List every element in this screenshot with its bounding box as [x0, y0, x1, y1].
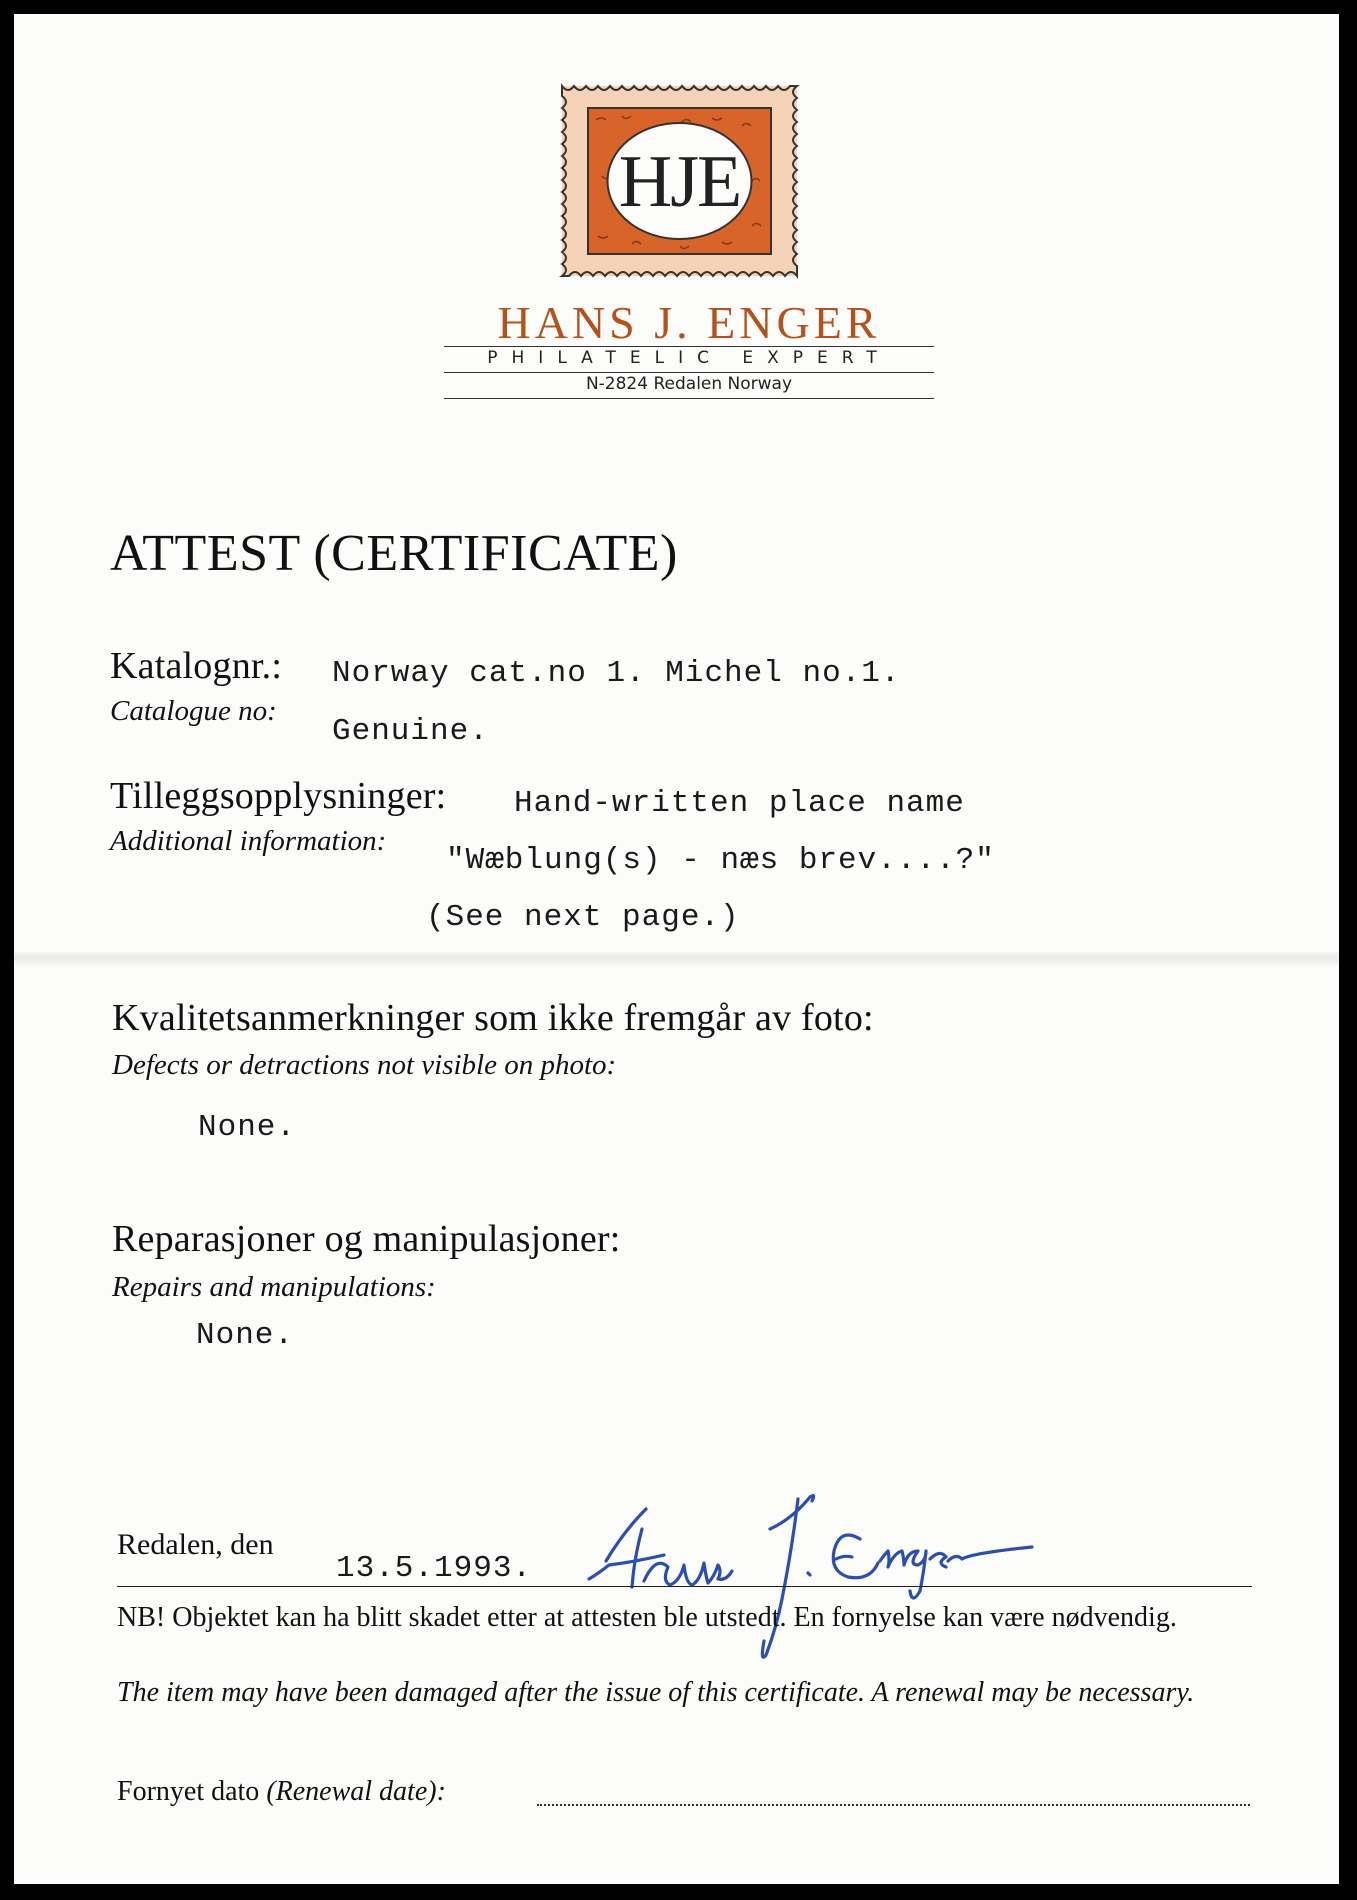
catalogue-value: Norway cat.no 1. Michel no.1.	[332, 656, 901, 691]
stamp-logo-icon	[444, 76, 934, 291]
signature-line	[117, 1586, 1252, 1587]
issue-date: 13.5.1993.	[336, 1551, 533, 1586]
repairs-label-en: Repairs and manipulations:	[112, 1271, 436, 1303]
signature-icon	[584, 1469, 1044, 1669]
repairs-label: Reparasjoner og manipulasjoner:	[112, 1218, 621, 1260]
logo-divider	[444, 372, 934, 373]
additional-value-line3: (See next page.)	[426, 900, 740, 935]
additional-value-line1: Hand-written place name	[514, 786, 965, 821]
expert-logo	[444, 76, 934, 406]
catalogue-label: Katalognr.:	[110, 645, 283, 687]
renewal-date-field	[537, 1804, 1250, 1806]
expert-address: N-2824 Redalen Norway	[585, 374, 793, 394]
paper-fold	[14, 952, 1339, 966]
expert-name: HANS J. ENGER	[497, 297, 881, 348]
repairs-value: None.	[196, 1318, 295, 1353]
logo-monogram: HJE	[618, 141, 741, 223]
logo-divider	[444, 398, 934, 399]
place-date-label: Redalen, den	[117, 1528, 274, 1561]
quality-label: Kvalitetsanmerkninger som ikke fremgår av foto:	[112, 997, 874, 1039]
notice-english: The item may have been damaged after the issue of this certificate. A renewal may be necessary.	[117, 1677, 1195, 1708]
additional-label: Tilleggsopplysninger:	[110, 775, 447, 817]
quality-label-en: Defects or detractions not visible on photo:	[112, 1049, 617, 1081]
certificate-title: ATTEST (CERTIFICATE)	[110, 525, 678, 582]
additional-value-line2: "Wæblung(s) - næs brev....?"	[446, 843, 995, 878]
renewal-label	[117, 1776, 446, 1808]
notice-norwegian: NB! Objektet kan ha blitt skadet etter at attesten ble utstedt. En fornyelse kan være nødvendig.	[117, 1602, 1177, 1633]
renewal-label-en: (Renewal date):	[266, 1776, 446, 1807]
additional-label-en: Additional information:	[110, 825, 387, 857]
expert-subtitle: PHILATELIC EXPERT	[487, 348, 891, 368]
quality-value: None.	[198, 1110, 297, 1145]
catalogue-label-en: Catalogue no:	[110, 695, 277, 727]
certificate-page	[14, 14, 1339, 1884]
renewal-label-no: Fornyet dato	[117, 1776, 260, 1807]
genuine-value: Genuine.	[332, 714, 489, 749]
logo-divider	[444, 346, 934, 347]
